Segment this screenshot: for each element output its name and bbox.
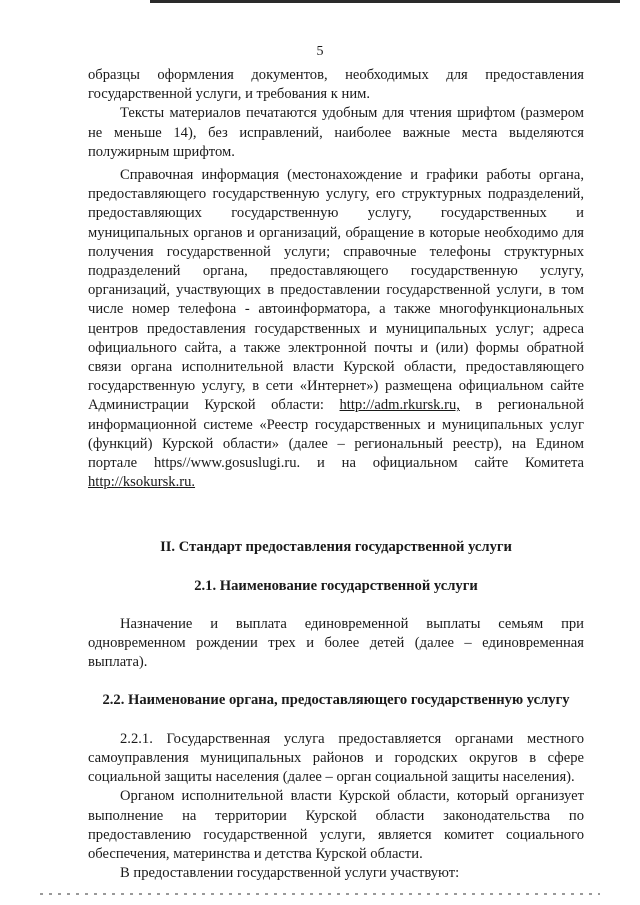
scan-edge-top <box>150 0 620 3</box>
link-adm-rkursk[interactable]: http://adm.rkursk.ru, <box>339 397 460 414</box>
reference-info-text-a: Справочная информация (местонахождение и графики работы органа, предоставляющего государственную услугу, его структурных подразделений, предоставляющих государственную услугу, государственных и муниципальных органов и организаций, обращение в которые необходимо для получения государственной услуги; справочные телефоны структурных подразделений органа, предоставляющего государственную услугу, организаций, участвующих в предоставлении государственной услуги, в том числе номер телефона - автоинформатора, а также многофункциональных центров предоставления государственных и муниципальных услуг; адреса официального сайта, а также электронной почты и (или) формы обратной связи органа исполнительной власти Курской области, предоставляющего государственную услугу, в сети «Интернет») размещена официальном сайте Администрации Курской области: <box>88 167 584 414</box>
section-2-2-title: 2.2. Наименование органа, предоставляющего государственную услугу <box>102 692 570 709</box>
section-2-1-title: 2.1. Наименование государственной услуги <box>194 577 478 594</box>
section-2-1-text: Назначение и выплата единовременной выплаты семьям при одновременном рождении трех и более детей (далее – единовременная выплата). <box>88 615 584 671</box>
section-2-2-1-text: 2.2.1. Государственная услуга предоставляется органами местного самоуправления муниципальных районов и городских округов в сфере социальной защиты населения (далее – орган социальной защиты населения). <box>88 730 584 786</box>
link-ksokursk[interactable]: http://ksokursk.ru. <box>88 474 196 491</box>
document-body <box>88 66 584 883</box>
paragraph-reference-info <box>88 166 584 492</box>
paragraph-participants: В предоставлении государственной услуги участвуют: <box>120 865 460 882</box>
paragraph-document-samples: образцы оформления документов, необходимых для предоставления государственной услуги, и требования к ним. <box>88 67 584 103</box>
page-number: 5 <box>316 44 324 59</box>
reference-info-text-b: в региональной информационной системе «Реестр государственных и муниципальных услуг (функций) Курской области» (далее – региональный реестр), на Едином портале https//www.gosuslugi.ru. и на официальном сайте Комитета <box>88 397 584 472</box>
paragraph-organizer: Органом исполнительной власти Курской области, который организует выполнение на территории Курской области законодательства по предоставлению государственной услуги, является комитет социального обеспечения, материнства и детства Курской области. <box>88 788 584 862</box>
scan-edge-bottom <box>40 893 600 895</box>
section-ii-title: II. Стандарт предоставления государственной услуги <box>160 539 512 556</box>
paragraph-print-requirements: Тексты материалов печатаются удобным для чтения шрифтом (размером не меньше 14), без исправлений, наиболее важные места выделяются полужирным шрифтом. <box>88 105 584 160</box>
